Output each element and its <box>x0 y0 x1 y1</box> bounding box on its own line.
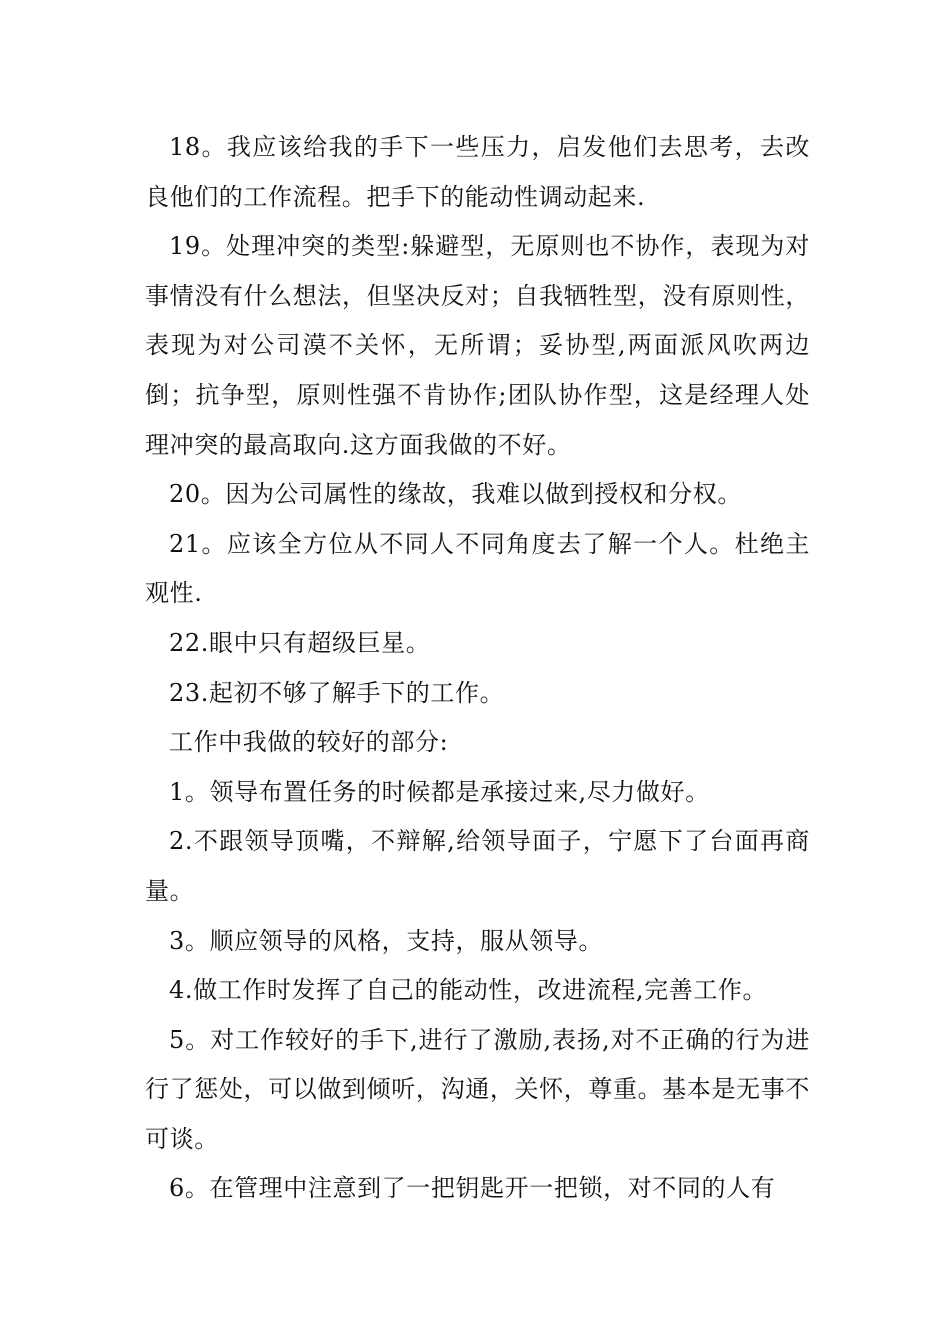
paragraph-20: 20。因为公司属性的缘故，我难以做到授权和分权。 <box>169 480 742 509</box>
paragraph-22: 22.眼中只有超级巨星。 <box>169 628 431 657</box>
paragraph-18: 18。我应该给我的手下一些压力，启发他们去思考，去改良他们的工作流程。把手下的能动性调动起来. <box>145 133 810 211</box>
paragraph-good-5: 5。对工作较好的手下,进行了激励,表扬,对不正确的行为进行了惩处，可以做到倾听，沟通，关怀，尊重。基本是无事不可谈。 <box>145 1025 810 1153</box>
paragraph-21: 21。应该全方位从不同人不同角度去了解一个人。杜绝主观性. <box>145 529 810 608</box>
paragraph-23: 23.起初不够了解手下的工作。 <box>169 678 505 707</box>
paragraph-good-2: 2.不跟领导顶嘴，不辩解,给领导面子，宁愿下了台面再商量。 <box>145 827 810 905</box>
paragraph-good-1: 1。领导布置任务的时候都是承接过来,尽力做好。 <box>169 777 710 806</box>
paragraph-good-6: 6。在管理中注意到了一把钥匙开一把锁，对不同的人有 <box>169 1174 776 1203</box>
document-body <box>145 123 810 1214</box>
paragraph-good-4: 4.做工作时发挥了自己的能动性，改进流程,完善工作。 <box>169 976 768 1005</box>
paragraph-19: 19。处理冲突的类型:躲避型，无原则也不协作，表现为对事情没有什么想法，但坚决反对；自我牺牲型，没有原则性，表现为对公司漠不关怀，无所谓；妥协型,两面派风吹两边倒；抗争型，原则性强不肯协作;团队协作型，这是经理人处理冲突的最高取向.这方面我做的不好。 <box>145 232 810 459</box>
section-heading: 工作中我做的较好的部分: <box>169 728 449 757</box>
paragraph-good-3: 3。顺应领导的风格，支持，服从领导。 <box>169 926 604 955</box>
